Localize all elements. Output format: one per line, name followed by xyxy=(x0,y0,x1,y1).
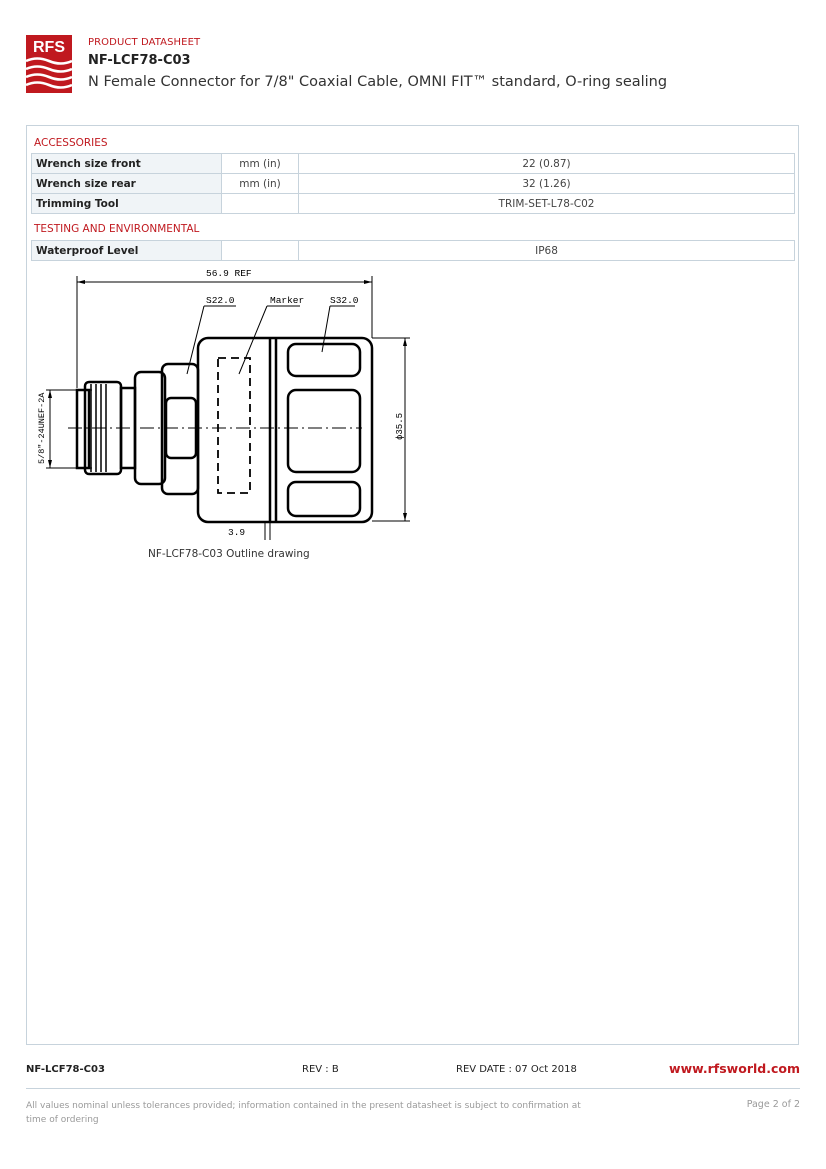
row-value: 32 (1.26) xyxy=(299,174,795,194)
footer-revision-date: REV DATE : 07 Oct 2018 xyxy=(456,1064,577,1075)
footer-revision: REV : B xyxy=(302,1064,339,1075)
label-front-wrench: S22.0 xyxy=(206,295,235,306)
section-title-accessories: ACCESSORIES xyxy=(34,137,108,149)
document-type: PRODUCT DATASHEET xyxy=(88,37,201,48)
row-unit xyxy=(222,194,299,214)
testing-table xyxy=(31,240,795,261)
accessories-table xyxy=(31,153,795,214)
label-marker: Marker xyxy=(270,295,305,306)
footer-disclaimer: All values nominal unless tolerances provided; information contained in the present datasheet is subject to confirmation at time of ordering xyxy=(26,1101,581,1125)
label-thread: 5/8"-24UNEF-2A xyxy=(37,392,47,464)
row-value: IP68 xyxy=(299,241,795,261)
row-label: Waterproof Level xyxy=(32,241,222,261)
rfs-logo xyxy=(26,35,72,93)
row-unit xyxy=(222,241,299,261)
footer-divider xyxy=(26,1088,800,1089)
row-label: Wrench size front xyxy=(32,154,222,174)
table-row xyxy=(32,194,795,214)
outline-drawing xyxy=(32,268,422,540)
footer-product-code: NF-LCF78-C03 xyxy=(26,1064,105,1075)
row-unit: mm (in) xyxy=(222,154,299,174)
product-code-title: NF-LCF78-C03 xyxy=(88,53,191,68)
drawing-caption: NF-LCF78-C03 Outline drawing xyxy=(148,548,310,560)
row-value: 22 (0.87) xyxy=(299,154,795,174)
row-unit: mm (in) xyxy=(222,174,299,194)
logo-text: RFS xyxy=(33,39,65,56)
row-value: TRIM-SET-L78-C02 xyxy=(299,194,795,214)
website-link[interactable]: www.rfsworld.com xyxy=(669,1061,800,1076)
page-number: Page 2 of 2 xyxy=(746,1099,800,1110)
label-rear-wrench: S32.0 xyxy=(330,295,359,306)
table-row xyxy=(32,154,795,174)
label-diameter: ϕ35.5 xyxy=(395,412,405,440)
row-label: Wrench size rear xyxy=(32,174,222,194)
product-description: N Female Connector for 7/8" Coaxial Cable, OMNI FIT™ standard, O-ring sealing xyxy=(88,74,668,90)
row-label: Trimming Tool xyxy=(32,194,222,214)
table-row xyxy=(32,174,795,194)
dimension-gap: 3.9 xyxy=(228,527,246,538)
table-row xyxy=(32,241,795,261)
section-title-testing: TESTING AND ENVIRONMENTAL xyxy=(34,223,200,235)
dimension-overall: 56.9 REF xyxy=(206,268,252,279)
content-frame xyxy=(26,125,799,1045)
